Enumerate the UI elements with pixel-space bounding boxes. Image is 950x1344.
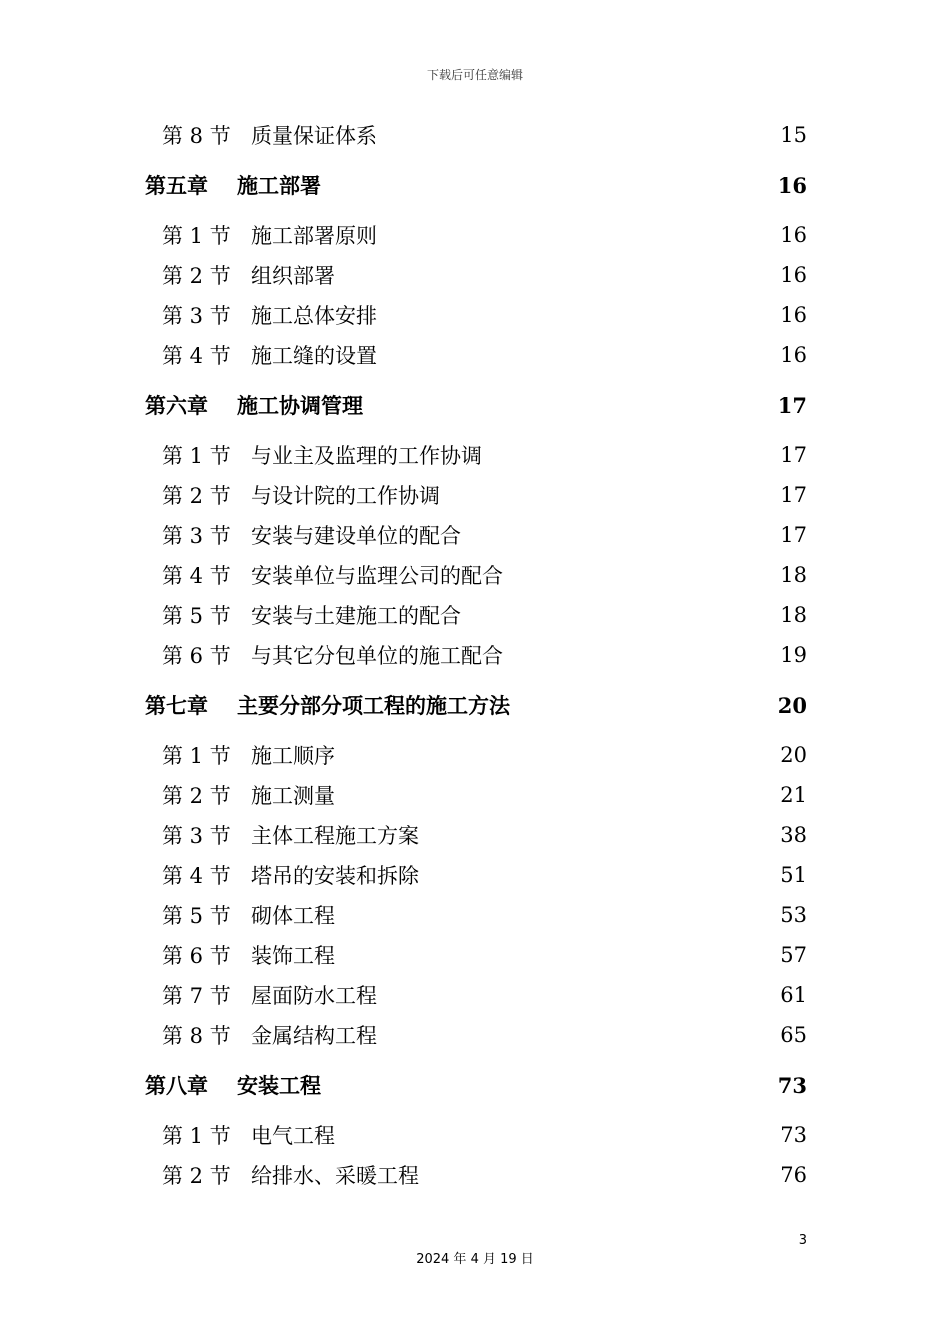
toc-entry-page: 51	[780, 863, 807, 887]
toc-entry-page: 76	[780, 1163, 807, 1187]
toc-section-entry[interactable]	[145, 335, 807, 375]
toc-entry-page: 53	[780, 903, 807, 927]
toc-entry-label: 第 3 节	[162, 824, 231, 848]
toc-section-entry[interactable]	[145, 215, 807, 255]
toc-entry-label: 第 1 节	[162, 744, 231, 768]
toc-entry-page: 16	[780, 223, 807, 247]
toc-entry-title: 与业主及监理的工作协调	[251, 444, 482, 468]
toc-entry-title: 组织部署	[251, 264, 335, 288]
toc-section-entry[interactable]	[145, 735, 807, 775]
toc-entry-label: 第 8 节	[162, 1024, 231, 1048]
toc-chapter-entry[interactable]	[145, 675, 807, 735]
toc-entry-label: 第 5 节	[162, 904, 231, 928]
toc-entry-label: 第 4 节	[162, 864, 231, 888]
toc-entry-title: 安装与土建施工的配合	[251, 604, 461, 628]
toc-entry-title: 施工顺序	[251, 744, 335, 768]
toc-entry-page: 15	[780, 123, 807, 147]
toc-section-entry[interactable]	[145, 855, 807, 895]
toc-entry-title: 装饰工程	[251, 944, 335, 968]
toc-entry-title: 安装单位与监理公司的配合	[251, 564, 503, 588]
toc-entry-page: 61	[780, 983, 807, 1007]
toc-section-entry[interactable]	[145, 815, 807, 855]
toc-entry-title: 电气工程	[251, 1124, 335, 1148]
table-of-contents	[145, 115, 807, 1195]
toc-entry-page: 20	[780, 743, 807, 767]
toc-entry-title: 与其它分包单位的施工配合	[251, 644, 503, 668]
toc-chapter-entry[interactable]	[145, 375, 807, 435]
toc-section-entry[interactable]	[145, 895, 807, 935]
toc-entry-page: 16	[780, 343, 807, 367]
toc-section-entry[interactable]	[145, 1115, 807, 1155]
toc-entry-page: 16	[777, 172, 807, 198]
toc-entry-title: 屋面防水工程	[251, 984, 377, 1008]
toc-entry-label: 第 8 节	[162, 124, 231, 148]
toc-section-entry[interactable]	[145, 295, 807, 335]
toc-entry-page: 17	[777, 392, 807, 418]
toc-entry-page: 18	[780, 563, 807, 587]
toc-entry-title: 施工缝的设置	[251, 344, 377, 368]
toc-entry-label: 第 4 节	[162, 564, 231, 588]
toc-entry-title: 施工测量	[251, 784, 335, 808]
toc-entry-title: 施工部署	[237, 173, 321, 198]
toc-section-entry[interactable]	[145, 255, 807, 295]
toc-entry-label: 第五章	[145, 173, 208, 198]
toc-entry-label: 第 5 节	[162, 604, 231, 628]
toc-entry-page: 20	[777, 692, 807, 718]
toc-entry-page: 73	[780, 1123, 807, 1147]
toc-entry-page: 17	[780, 483, 807, 507]
toc-entry-label: 第 4 节	[162, 344, 231, 368]
toc-entry-label: 第 3 节	[162, 304, 231, 328]
toc-entry-title: 砌体工程	[251, 904, 335, 928]
toc-entry-title: 安装工程	[237, 1073, 321, 1098]
toc-entry-label: 第 1 节	[162, 1124, 231, 1148]
toc-chapter-entry[interactable]	[145, 155, 807, 215]
toc-section-entry[interactable]	[145, 515, 807, 555]
toc-entry-title: 塔吊的安装和拆除	[251, 864, 419, 888]
page-header: 下载后可任意编辑	[426, 68, 523, 82]
toc-entry-page: 73	[777, 1072, 807, 1098]
toc-entry-page: 18	[780, 603, 807, 627]
toc-entry-title: 主体工程施工方案	[251, 824, 419, 848]
toc-entry-title: 主要分部分项工程的施工方法	[237, 693, 510, 718]
toc-entry-label: 第 2 节	[162, 1164, 231, 1188]
toc-section-entry[interactable]	[145, 775, 807, 815]
toc-entry-title: 安装与建设单位的配合	[251, 524, 461, 548]
toc-entry-label: 第 2 节	[162, 784, 231, 808]
toc-entry-label: 第 2 节	[162, 264, 231, 288]
toc-entry-page: 21	[780, 783, 807, 807]
toc-entry-label: 第 3 节	[162, 524, 231, 548]
toc-entry-label: 第六章	[145, 393, 208, 418]
toc-entry-page: 17	[780, 523, 807, 547]
toc-entry-label: 第 1 节	[162, 444, 231, 468]
toc-section-entry[interactable]	[145, 555, 807, 595]
toc-section-entry[interactable]	[145, 595, 807, 635]
toc-entry-page: 65	[780, 1023, 807, 1047]
toc-entry-label: 第八章	[145, 1073, 208, 1098]
toc-section-entry[interactable]	[145, 935, 807, 975]
toc-entry-label: 第 7 节	[162, 984, 231, 1008]
toc-entry-page: 19	[780, 643, 807, 667]
toc-chapter-entry[interactable]	[145, 1055, 807, 1115]
toc-entry-title: 给排水、采暖工程	[251, 1164, 419, 1188]
toc-entry-page: 38	[780, 823, 807, 847]
toc-entry-page: 57	[780, 943, 807, 967]
toc-section-entry[interactable]	[145, 475, 807, 515]
toc-entry-page: 16	[780, 263, 807, 287]
toc-section-entry[interactable]	[145, 1015, 807, 1055]
page-number: 3	[798, 1233, 807, 1248]
toc-entry-title: 质量保证体系	[251, 124, 377, 148]
toc-section-entry[interactable]	[145, 975, 807, 1015]
toc-entry-label: 第 2 节	[162, 484, 231, 508]
toc-section-entry[interactable]	[145, 1155, 807, 1195]
toc-section-entry[interactable]	[145, 115, 807, 155]
toc-section-entry[interactable]	[145, 635, 807, 675]
toc-entry-title: 金属结构工程	[251, 1024, 377, 1048]
toc-entry-label: 第 6 节	[162, 944, 231, 968]
toc-entry-label: 第 6 节	[162, 644, 231, 668]
toc-entry-label: 第 1 节	[162, 224, 231, 248]
toc-entry-title: 施工总体安排	[251, 304, 377, 328]
toc-entry-page: 17	[780, 443, 807, 467]
toc-entry-title: 与设计院的工作协调	[251, 484, 440, 508]
toc-entry-title: 施工部署原则	[251, 224, 377, 248]
toc-entry-page: 16	[780, 303, 807, 327]
page-footer-date: 2024 年 4 月 19 日	[416, 1252, 534, 1267]
toc-section-entry[interactable]	[145, 435, 807, 475]
toc-entry-title: 施工协调管理	[237, 393, 363, 418]
toc-entry-label: 第七章	[145, 693, 208, 718]
